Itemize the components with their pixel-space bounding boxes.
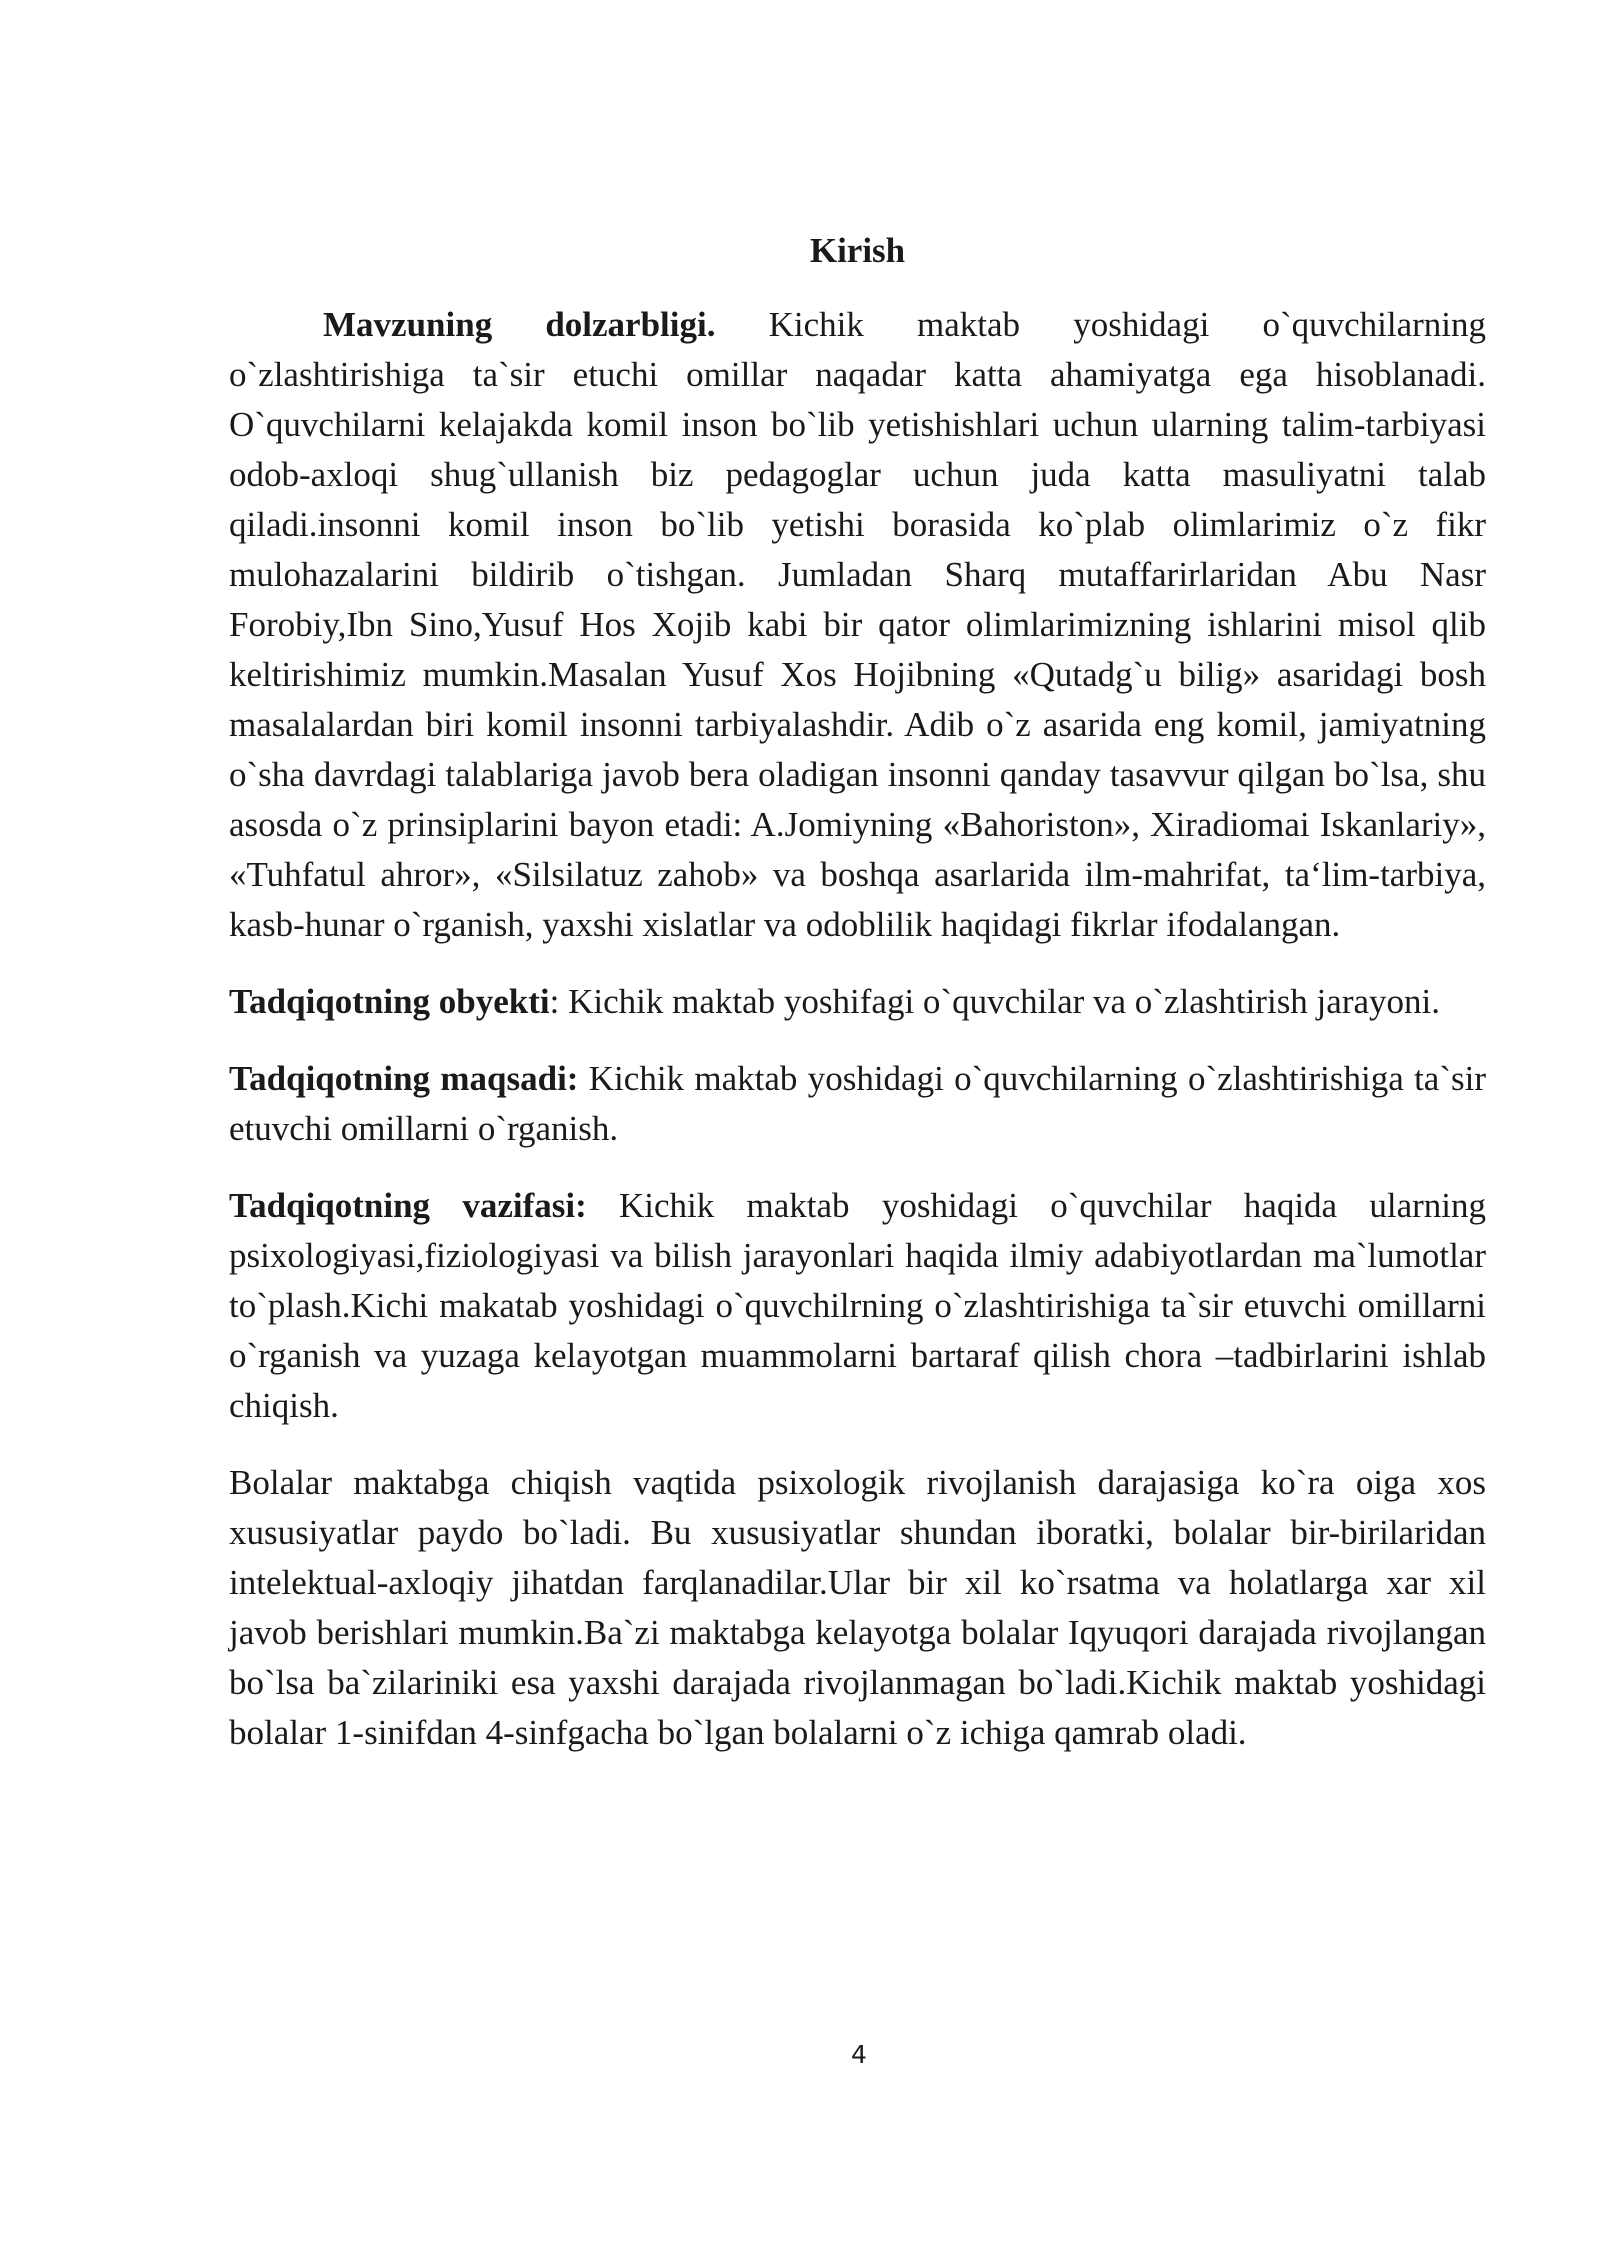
paragraph-lead: Tadqiqotning obyekti — [229, 982, 550, 1021]
paragraph-text: Kichik maktab yoshidagi o`quvchilarning o`zlashtirishiga ta`sir etuvchi omillarni o`rganish. — [229, 1059, 1486, 1148]
paragraph-text: Kichik maktab yoshidagi o`quvchilar haqida ularning psixologiyasi,fiziologiyasi va bilish jarayonlari haqida ilmiy adabiyotlardan ma`lumotlar to`plash.Kichi makatab yoshidagi o`quvchilrning o`zlashtirishiga ta`sir etuvchi omillarni o`rganish va yuzaga kelayotgan muammolarni bartaraf qilish chora –tadbirlarini ishlab chiqish. — [229, 1186, 1486, 1425]
paragraph-text: Kichik maktab yoshidagi o`quvchilarning o`zlashtirishiga ta`sir etuchi omillar naqadar katta ahamiyatga ega hisoblanadi. O`quvchilarni kelajakda komil inson bo`lib yetishishlari uchun ularning talim-tarbiyasi odob-axloqi shug`ullanish biz pedagoglar uchun juda katta masuliyatni talab qiladi.insonni komil inson bo`lib yetishi borasida ko`plab olimlarimiz o`z fikr mulohazalarini bildirib o`tishgan. Jumladan Sharq mutaffarirlaridan Abu Nasr Forobiy,Ibn Sino,Yusuf Hos Xojib kabi bir qator olimlarimizning ishlarini misol qlib keltirishimiz mumkin.Masalan Yusuf Xos Hojibning «Qutadg`u bilig» asaridagi bosh masalalardan biri komil insonni tarbiyalashdir. Adib o`z asarida eng komil, jamiyatning o`sha davrdagi talablariga javob bera oladigan insonni qanday tasavvur qilgan bo`lsa, shu asosda o`z prinsiplarini bayon etadi: A.Jomiyning «Bahoriston», Xiradiomai Iskanlariy», «Tuhfatul ahror», «Silsilatuz zahob» va boshqa asarlarida ilm-mahrifat, ta‘lim-tarbiya, kasb-hunar o`rganish, yaxshi xislatlar va odoblilik haqidagi fikrlar ifodalangan. — [229, 305, 1486, 944]
paragraph-goal — [229, 1054, 1486, 1154]
document-page — [229, 226, 1486, 1785]
paragraph-lead: Tadqiqotning vazifasi: — [229, 1186, 587, 1225]
page-title: Kirish — [809, 231, 906, 270]
paragraph-object — [229, 977, 1486, 1027]
paragraph-lead: Tadqiqotning maqsadi: — [229, 1059, 579, 1098]
page-number: 4 — [851, 2040, 867, 2069]
paragraph-tasks — [229, 1181, 1486, 1431]
paragraph-text: : Kichik maktab yoshifagi o`quvchilar va o`zlashtirish jarayoni. — [549, 982, 1440, 1021]
paragraph-text: Bolalar maktabga chiqish vaqtida psixologik rivojlanish darajasiga ko`ra oiga xos xususiyatlar paydo bo`ladi. Bu xususiyatlar shundan iboratki, bolalar bir-birilaridan intelektual-axloqiy jihatdan farqlanadilar.Ular bir xil ko`rsatma va holatlarga xar xil javob berishlari mumkin.Ba`zi maktabga kelayotga bolalar Iqyuqori darajada rivojlangan bo`lsa ba`zilariniki esa yaxshi darajada rivojlanmagan bo`ladi.Kichik maktab yoshidagi bolalar 1-sinifdan 4-sinfgacha bo`lgan bolalarni o`z ichiga qamrab oladi. — [229, 1463, 1486, 1752]
paragraph-lead: Mavzuning dolzarbligi. — [323, 305, 716, 344]
paragraph-children — [229, 1458, 1486, 1758]
paragraph-relevance — [229, 300, 1486, 950]
